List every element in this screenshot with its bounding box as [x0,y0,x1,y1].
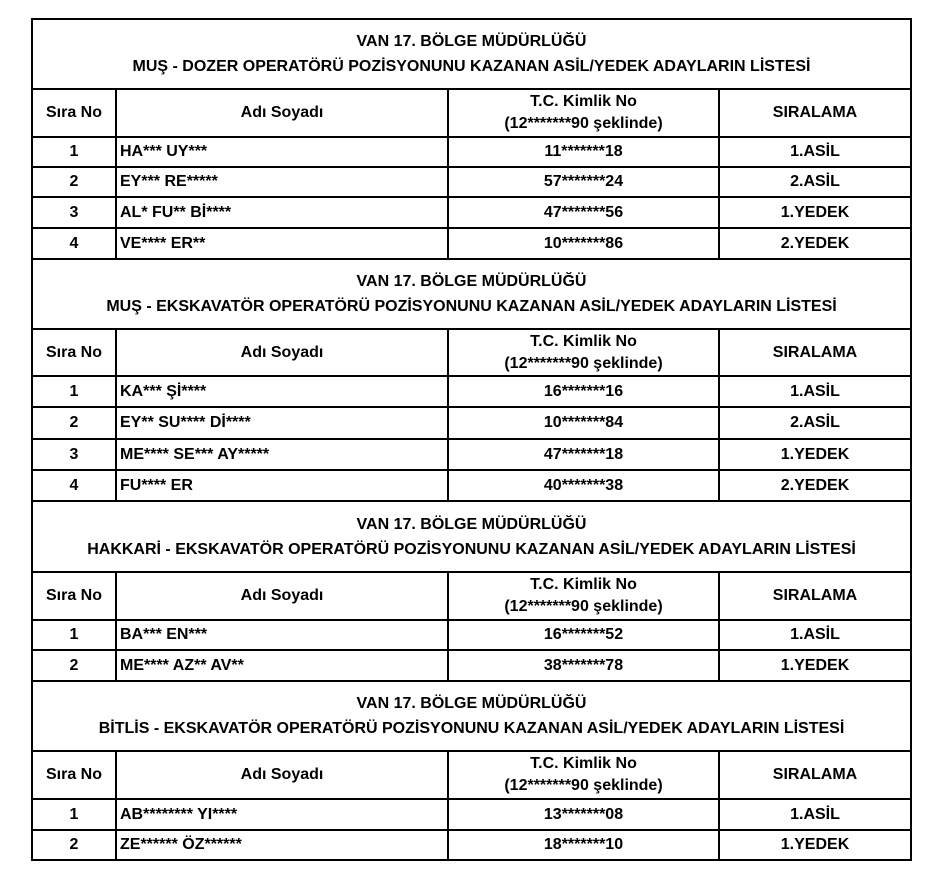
table-row [32,407,911,439]
table-row [32,470,911,501]
table-row [32,620,911,650]
column-header-row [32,751,911,799]
header-sira-no: Sıra No [32,89,116,137]
section-title-row [32,681,911,751]
table-row [32,439,911,470]
candidate-name: KA*** Şİ**** [116,376,448,407]
tc-number: 47*******56 [448,197,719,228]
column-header-row [32,89,911,137]
ranking: 1.YEDEK [719,197,911,228]
row-number: 1 [32,376,116,407]
header-siralama: SIRALAMA [719,89,911,137]
candidate-name: AB******** YI**** [116,799,448,830]
list-title: MUŞ - EKSKAVATÖR OPERATÖRÜ POZİSYONUNU KAZANAN ASİL/YEDEK ADAYLARIN LİSTESİ [106,298,837,315]
section-title [32,259,911,329]
row-number: 3 [32,197,116,228]
section-title [32,681,911,751]
region-title: VAN 17. BÖLGE MÜDÜRLÜĞÜ [356,695,587,712]
column-header-row [32,572,911,620]
table-row [32,228,911,259]
ranking: 2.YEDEK [719,228,911,259]
candidate-name: VE**** ER** [116,228,448,259]
tc-number: 16*******16 [448,376,719,407]
tc-number: 10*******86 [448,228,719,259]
row-number: 2 [32,407,116,439]
tc-number: 11*******18 [448,137,719,167]
tc-number: 16*******52 [448,620,719,650]
region-title: VAN 17. BÖLGE MÜDÜRLÜĞÜ [356,515,587,533]
ranking: 2.ASİL [719,407,911,439]
candidate-name: EY** SU**** Dİ**** [116,407,448,439]
section-title-row [32,259,911,329]
header-sira-no: Sıra No [32,329,116,376]
list-title: BİTLİS - EKSKAVATÖR OPERATÖRÜ POZİSYONUNU KAZANAN ASİL/YEDEK ADAYLARIN LİSTESİ [98,720,845,737]
region-title: VAN 17. BÖLGE MÜDÜRLÜĞÜ [356,33,587,50]
tc-number: 18*******10 [448,830,719,860]
candidate-name: ZE****** ÖZ****** [116,830,448,860]
candidate-name: ME**** AZ** AV** [116,650,448,681]
header-tc-kimlik: T.C. Kimlik No (12*******90 şeklinde) [448,329,719,376]
row-number: 1 [32,799,116,830]
ranking: 1.YEDEK [719,439,911,470]
header-adi-soyadi: Adı Soyadı [116,329,448,376]
ranking: 2.ASİL [719,167,911,197]
candidate-name: BA*** EN*** [116,620,448,650]
candidate-name: EY*** RE***** [116,167,448,197]
header-siralama: SIRALAMA [719,751,911,799]
header-adi-soyadi: Adı Soyadı [116,89,448,137]
candidate-name: FU**** ER [116,470,448,501]
section-title-row [32,19,911,89]
list-title: HAKKARİ - EKSKAVATÖR OPERATÖRÜ POZİSYONUNU KAZANAN ASİL/YEDEK ADAYLARIN LİSTESİ [87,540,856,558]
table-row [32,376,911,407]
tc-number: 47*******18 [448,439,719,470]
region-title: VAN 17. BÖLGE MÜDÜRLÜĞÜ [356,273,587,290]
ranking: 1.YEDEK [719,650,911,681]
header-tc-kimlik: T.C. Kimlik No (12*******90 şeklinde) [448,751,719,799]
row-number: 4 [32,228,116,259]
table-row [32,799,911,830]
column-header-row [32,329,911,376]
ranking: 1.YEDEK [719,830,911,860]
results-document [31,18,910,861]
header-tc-kimlik: T.C. Kimlik No (12*******90 şeklinde) [448,572,719,620]
list-title: MUŞ - DOZER OPERATÖRÜ POZİSYONUNU KAZANAN ASİL/YEDEK ADAYLARIN LİSTESİ [132,58,811,75]
candidate-name: AL* FU** Bİ**** [116,197,448,228]
header-adi-soyadi: Adı Soyadı [116,751,448,799]
header-siralama: SIRALAMA [719,572,911,620]
candidate-name: HA*** UY*** [116,137,448,167]
tc-number: 38*******78 [448,650,719,681]
tc-number: 57*******24 [448,167,719,197]
header-sira-no: Sıra No [32,751,116,799]
results-table [31,18,912,861]
ranking: 1.ASİL [719,799,911,830]
section-title [32,19,911,89]
row-number: 1 [32,137,116,167]
row-number: 2 [32,830,116,860]
table-row [32,830,911,860]
table-row [32,137,911,167]
tc-number: 40*******38 [448,470,719,501]
row-number: 4 [32,470,116,501]
ranking: 2.YEDEK [719,470,911,501]
candidate-name: ME**** SE*** AY***** [116,439,448,470]
tc-number: 13*******08 [448,799,719,830]
table-row [32,650,911,681]
ranking: 1.ASİL [719,137,911,167]
row-number: 2 [32,650,116,681]
header-sira-no: Sıra No [32,572,116,620]
header-siralama: SIRALAMA [719,329,911,376]
section-title-row [32,501,911,572]
table-row [32,167,911,197]
table-row [32,197,911,228]
header-adi-soyadi: Adı Soyadı [116,572,448,620]
row-number: 3 [32,439,116,470]
row-number: 1 [32,620,116,650]
row-number: 2 [32,167,116,197]
section-title [32,501,911,572]
tc-number: 10*******84 [448,407,719,439]
ranking: 1.ASİL [719,376,911,407]
header-tc-kimlik: T.C. Kimlik No (12*******90 şeklinde) [448,89,719,137]
ranking: 1.ASİL [719,620,911,650]
